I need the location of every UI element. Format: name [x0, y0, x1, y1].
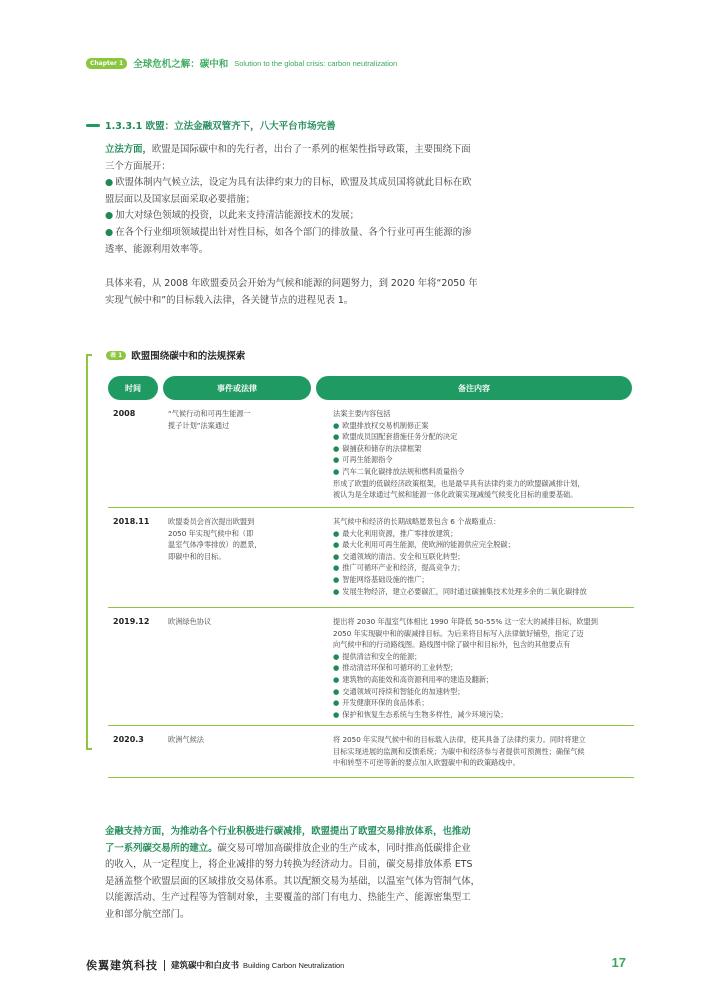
bullet-dot-icon: ●	[333, 663, 340, 673]
note-bullet: ● 碳捕获和储存的法律框架	[333, 443, 422, 453]
bullet-dot-icon: ●	[333, 432, 340, 442]
row-event: “气候行动和可再生能源一 揽子计划”法案通过	[168, 409, 251, 430]
note-bullet: ● 交通领域的清洁、安全和互联化转型；	[333, 551, 465, 561]
bullet-item: ● 欧盟体制内气候立法，设定为具有法律约束力的目标，欧盟及其成员国将就此目标在欧	[105, 177, 472, 189]
table-badge: 表 1	[106, 351, 126, 360]
footer-subtitle: Building Carbon Neutralization	[243, 960, 345, 970]
note-bullet: ● 交通领域可持续和智能化的加速转型；	[333, 686, 465, 696]
header-event: 事件或法律	[163, 376, 311, 400]
finance-lead: 金融支持方面，为推动各个行业积极进行碳减排，欧盟提出了欧盟交易排放体系，也推动	[105, 826, 471, 837]
page-number: 17	[611, 955, 626, 970]
row-notes: 将 2050 年实现气候中和的目标载入法律，使其具备了法律约束力。同时将建立 目标实现进展的监测和反馈系统；为碳中和经济参与者提供可预测性；确保气候 中和转型不可逆等新的要点加入欧盟碳中和的政策路线中。	[333, 735, 586, 768]
row-event: 欧洲绿色协议	[168, 617, 212, 626]
row-time: 2008	[113, 409, 136, 418]
bullet-dot-icon: ●	[333, 466, 340, 476]
row-notes: 法案主要内容包括 ● 欧盟排放权交易机制修正案 ● 欧盟成员国配套措施任务分配的决定 ● 碳捕获和储存的法律框架 ● 可再生能源指令 ● 汽车二氧化碳排放法规和燃料质量指令 形成了欧盟的低碳经济政策框架，也是最早具有法律约束力的欧盟碳减排计划， 被认为是全球通过气候和能源一体化政策实现减缓气候变化目标的重要基础。	[333, 408, 633, 501]
row-notes: 其气候中和经济的长期战略愿景包含 6 个战略重点： ● 最大化利用资源，推广零排放建筑； ● 最大化利用可再生能源，使欧洲的能源供应完全脱碳； ● 交通领域的清洁、安全和互联化转型； ● 推广可循环产业和经济，提高竞争力； ● 智能网络基础设施的推广； ● 发展生物经济，建立必要碳汇，同时通过碳捕集技术处理多余的二氧化碳排放	[333, 516, 633, 597]
bullet-item: ● 加大对绿色领域的投资，以此来支持清洁能源技术的发展；	[105, 210, 359, 222]
note-bullet: ● 保护和恢复生态系统与生物多样性，减少环境污染；	[333, 709, 508, 719]
note-bullet: ● 发展生物经济，建立必要碳汇，同时通过碳捕集技术处理多余的二氧化碳排放	[333, 586, 587, 596]
table-header	[108, 376, 632, 400]
note-bullet: ● 最大化利用可再生能源，使欧洲的能源供应完全脱碳；	[333, 540, 515, 550]
section-title: 1.3.3.1 欧盟：立法金融双管齐下，八大平台市场完善	[105, 121, 336, 132]
section-dash-marker	[86, 124, 100, 127]
bullet-dot-icon: ●	[333, 455, 340, 465]
bullet-item: ● 在各个行业细项领域提出针对性目标，如各个部门的排放量、各个行业可再生能源的渗	[105, 226, 472, 238]
note-bullet: ● 推广可循环产业和经济，提高竞争力；	[333, 563, 465, 573]
row-time: 2019.12	[113, 617, 150, 626]
note-bullet: ● 欧盟排放权交易机制修正案	[333, 420, 429, 430]
chapter-title-en: Solution to the global crisis: carbon neutralization	[234, 58, 398, 68]
note-bullet: ● 汽车二氧化碳排放法规和燃料质量指令	[333, 466, 465, 476]
timeline-paragraph: 具体来看，从 2008 年欧盟委员会开始为气候和能源的问题努力，到 2020 年将“2050 年 实现气候中和”的目标载入法律，各关键节点的进程见表 1。	[105, 278, 478, 306]
bullet-dot-icon: ●	[333, 709, 340, 719]
bullet-dot-icon: ●	[333, 551, 340, 561]
bullet-dot-icon: ●	[333, 443, 340, 453]
note-bullet: ● 开发健康环保的食品体系；	[333, 698, 429, 708]
bullet-dot-icon: ●	[333, 698, 340, 708]
table-row	[108, 734, 634, 778]
page-footer	[86, 957, 626, 973]
header-notes: 备注内容	[316, 376, 632, 400]
chapter-title-cn: 全球危机之解：碳中和	[133, 59, 229, 70]
note-bullet: ● 欧盟成员国配套措施任务分配的决定	[333, 432, 458, 442]
note-bullet: ● 智能网络基础设施的推广；	[333, 574, 429, 584]
bullet-dot-icon: ●	[333, 540, 340, 550]
bullet-dot-icon: ●	[333, 528, 340, 538]
bullet-dot-icon: ●	[333, 420, 340, 430]
legislation-lead: 立法方面，	[105, 144, 152, 155]
header-time: 时间	[108, 376, 158, 400]
note-bullet: ● 建筑物的高能效和高资源利用率的建造及翻新；	[333, 674, 494, 684]
bullet-dot-icon: ●	[105, 177, 114, 189]
section-heading	[86, 118, 336, 132]
table-caption-text: 欧盟围绕碳中和的法规探索	[131, 351, 246, 362]
bullet-dot-icon: ●	[333, 651, 340, 661]
table-row	[108, 616, 634, 726]
note-bullet: ● 提供清洁和安全的能源；	[333, 651, 422, 661]
chapter-header	[86, 56, 397, 70]
note-bullet: ● 可再生能源指令	[333, 455, 393, 465]
bullet-dot-icon: ●	[333, 563, 340, 573]
note-bullet: ● 推动清洁环保和可循环的工业转型；	[333, 663, 458, 673]
bullet-dot-icon: ●	[333, 686, 340, 696]
regulation-table	[86, 348, 636, 768]
table-bracket	[86, 354, 92, 750]
finance-paragraph: 金融支持方面，为推动各个行业积极进行碳减排，欧盟提出了欧盟交易排放体系，也推动 了一系列碳交易所的建立。碳交易可增加高碳排放企业的生产成本，同时推高低碳排企业 的收入，从一定程度上，将企业减排的努力转换为经济动力。目前，碳交易排放体系 ETS 是涵盖整个欧盟层面的区域排放交易体系。其以配额交易为基础，以温室气体为管制气体， 以能源活动、生产过程等为管制对象，主要覆盖的部门有电力、热能生产、能源密集型工 业和部分航空部门。	[105, 824, 615, 924]
note-bullet: ● 最大化利用资源，推广零排放建筑；	[333, 528, 458, 538]
row-notes: 提出将 2030 年温室气体相比 1990 年降低 50-55% 这一宏大的减排目标，欧盟到 2050 年实现碳中和的碳减排目标。为后来将目标写入法律做好铺垫，指定了迈 向气候中和的行动路线图。路线图中除了碳中和目标外，包含的其他要点有 ● 提供清洁和安全的能源； ● 推动清洁环保和可循环的工业转型； ● 建筑物的高能效和高资源利用率的建造及翻新； ● 交通领域可持续和智能化的加速转型； ● 开发健康环保的食品体系； ● 保护和恢复生态系统与生物多样性，减少环境污染；	[333, 616, 633, 720]
bullet-dot-icon: ●	[333, 674, 340, 684]
chapter-badge: Chapter 1	[86, 58, 127, 69]
bullet-dot-icon: ●	[333, 574, 340, 584]
row-time: 2018.11	[113, 517, 150, 526]
legislation-paragraph: 立法方面，欧盟是国际碳中和的先行者，出台了一系列的框架性指导政策，主要围绕下面 三个方面展开： ● 欧盟体制内气候立法，设定为具有法律约束力的目标，欧盟及其成员国将就此目标在欧 盟层面以及国家层面采取必要措施； ● 加大对绿色领域的投资，以此来支持清洁能源技术的发展； ● 在各个行业细项领域提出针对性目标，如各个部门的排放量、各个行业可再生能源的渗 透率、能源利用效率等。	[105, 142, 615, 258]
bullet-dot-icon: ●	[333, 586, 340, 596]
footer-brand-logo: 俟翼建筑科技	[86, 959, 158, 972]
row-event: 欧洲气候法	[168, 735, 204, 744]
table-row	[108, 408, 634, 508]
row-time: 2020.3	[113, 735, 144, 744]
table-caption	[106, 348, 245, 362]
bullet-dot-icon: ●	[105, 226, 114, 238]
table-row	[108, 516, 634, 608]
row-event: 欧盟委员会首次提出欧盟到 2050 年实现气候中和（即 温室气体净零排放）的愿景， 即碳中和的目标。	[168, 517, 262, 561]
footer-divider	[164, 960, 165, 971]
bullet-dot-icon: ●	[105, 210, 114, 222]
footer-title: 建筑碳中和白皮书	[171, 961, 240, 971]
